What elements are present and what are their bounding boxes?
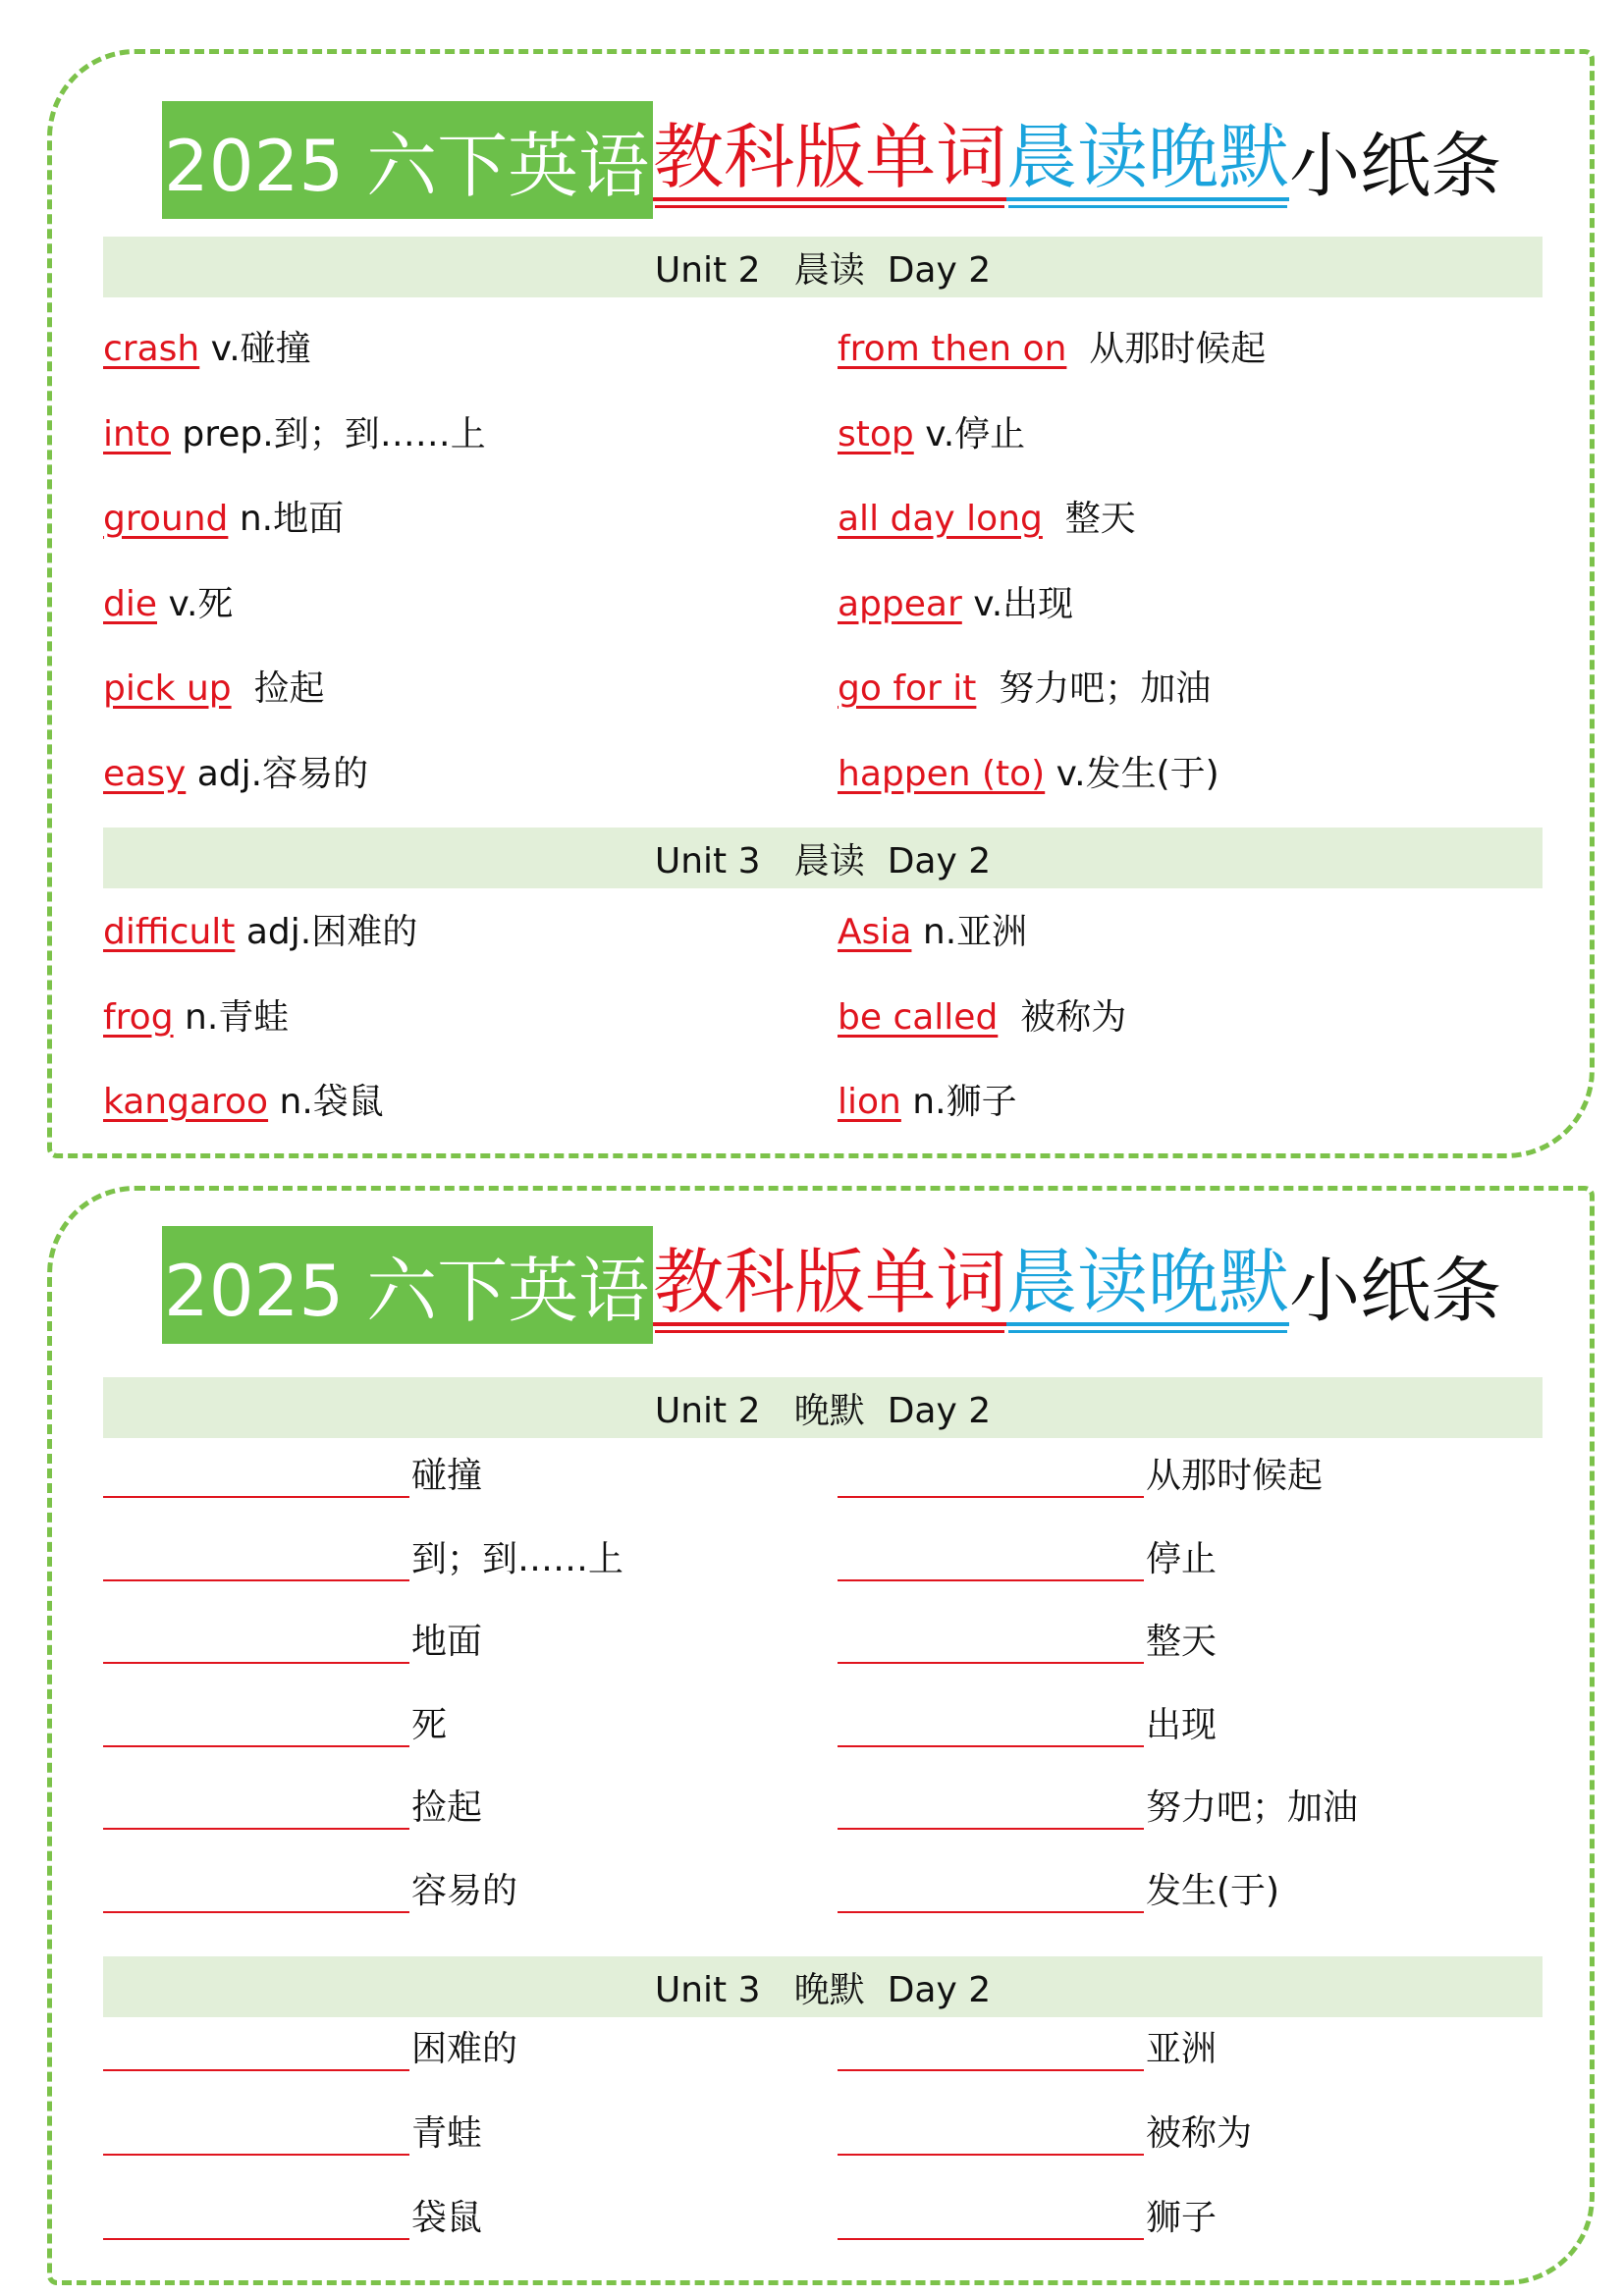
- answer-blank[interactable]: [838, 1789, 1144, 1830]
- chinese-meaning: 捡起: [231, 668, 325, 709]
- english-word: stop: [838, 413, 914, 454]
- chinese-meaning: 努力吧；加油: [976, 668, 1212, 709]
- title-year-grade: 2025 六下英语: [162, 1226, 653, 1344]
- answer-blank[interactable]: [838, 2114, 1144, 2156]
- title-read-dictate: 晨读晚默: [1006, 119, 1289, 200]
- chinese-meaning: v.停止: [913, 413, 1026, 454]
- chinese-meaning: 死: [411, 1704, 448, 1745]
- chinese-meaning: v.碰撞: [199, 329, 311, 369]
- title-note: 小纸条: [1289, 125, 1502, 207]
- title-year-grade: 2025 六下英语: [162, 101, 653, 219]
- answer-blank[interactable]: [838, 1706, 1144, 1747]
- dictation-entry: [103, 1531, 623, 1581]
- dictation-entry: [838, 2021, 1217, 2071]
- morning-card: [47, 49, 1595, 1158]
- answer-blank[interactable]: [103, 2199, 409, 2240]
- vocab-entry: [103, 989, 289, 1040]
- vocab-entry: [103, 904, 417, 954]
- chinese-meaning: 努力吧；加油: [1146, 1788, 1359, 1828]
- answer-blank[interactable]: [103, 1623, 409, 1664]
- chinese-meaning: 袋鼠: [411, 2198, 483, 2238]
- dictation-entry: [103, 1614, 482, 1664]
- english-word: difficult: [103, 912, 236, 952]
- dictation-entry: [103, 1863, 517, 1913]
- english-word: from then on: [838, 329, 1067, 369]
- title-read-dictate: 晨读晚默: [1006, 1244, 1289, 1325]
- vocab-entry: [103, 661, 325, 711]
- answer-blank[interactable]: [838, 1872, 1144, 1913]
- vocab-entry: [838, 1074, 1017, 1124]
- chinese-meaning: 整天: [1146, 1622, 1218, 1662]
- dictation-entry: [838, 1614, 1217, 1664]
- dictation-entry: [838, 1863, 1279, 1913]
- chinese-meaning: 从那时候起: [1066, 329, 1267, 369]
- answer-blank[interactable]: [103, 1706, 409, 1747]
- vocab-entry: [103, 746, 368, 796]
- dictation-entry: [838, 1780, 1358, 1830]
- answer-blank[interactable]: [838, 1457, 1144, 1498]
- english-word: all day long: [838, 499, 1043, 539]
- title-note: 小纸条: [1289, 1250, 1502, 1332]
- vocab-entry: [838, 491, 1136, 541]
- dictation-entry: [838, 2106, 1252, 2156]
- answer-blank[interactable]: [103, 1540, 409, 1581]
- chinese-meaning: 狮子: [1146, 2198, 1218, 2238]
- dictation-entry: [103, 1780, 482, 1830]
- dictation-entry: [103, 1697, 447, 1747]
- dictation-entry: [103, 2106, 482, 2156]
- vocab-entry: [838, 321, 1266, 371]
- chinese-meaning: 出现: [1146, 1704, 1218, 1745]
- unit3-evening-header: Unit 3 晚默 Day 2: [103, 1956, 1543, 2017]
- answer-blank[interactable]: [103, 1789, 409, 1830]
- chinese-meaning: 青蛙: [411, 2113, 483, 2154]
- english-word: appear: [838, 583, 962, 624]
- vocab-entry: [103, 491, 344, 541]
- vocab-entry: [838, 989, 1126, 1040]
- english-word: into: [103, 413, 171, 454]
- english-word: easy: [103, 753, 187, 794]
- unit2-evening-header: Unit 2 晚默 Day 2: [103, 1377, 1543, 1438]
- chinese-meaning: adj.困难的: [235, 912, 418, 952]
- chinese-meaning: prep.到；到……上: [170, 413, 486, 454]
- chinese-meaning: adj.容易的: [186, 753, 369, 794]
- vocab-entry: [838, 904, 1027, 954]
- answer-blank[interactable]: [838, 2030, 1144, 2071]
- english-word: go for it: [838, 668, 977, 709]
- chinese-meaning: 从那时候起: [1146, 1456, 1324, 1496]
- chinese-meaning: 地面: [411, 1622, 483, 1662]
- answer-blank[interactable]: [838, 2199, 1144, 2240]
- chinese-meaning: 停止: [1146, 1538, 1218, 1579]
- english-word: crash: [103, 329, 200, 369]
- english-word: die: [103, 583, 158, 624]
- vocab-entry: [103, 406, 486, 456]
- unit2-morning-header: Unit 2 晨读 Day 2: [103, 237, 1543, 297]
- answer-blank[interactable]: [838, 1540, 1144, 1581]
- chinese-meaning: 碰撞: [411, 1456, 483, 1496]
- chinese-meaning: 被称为: [998, 996, 1127, 1038]
- english-word: pick up: [103, 668, 232, 709]
- chinese-meaning: 容易的: [411, 1870, 518, 1911]
- dictation-entry: [103, 2021, 517, 2071]
- chinese-meaning: v.发生(于): [1045, 753, 1219, 794]
- vocab-entry: [103, 1074, 384, 1124]
- chinese-meaning: 亚洲: [1146, 2029, 1218, 2069]
- english-word: be called: [838, 996, 999, 1038]
- dictation-entry: [838, 1448, 1323, 1498]
- vocab-entry: [838, 746, 1219, 796]
- vocab-entry: [838, 576, 1073, 626]
- chinese-meaning: n.地面: [228, 499, 345, 539]
- chinese-meaning: n.青蛙: [173, 996, 290, 1038]
- english-word: happen (to): [838, 753, 1046, 794]
- title-vocab: 教科版单词: [653, 119, 1006, 200]
- chinese-meaning: v.出现: [961, 583, 1074, 624]
- dictation-entry: [838, 1531, 1217, 1581]
- title-vocab: 教科版单词: [653, 1244, 1006, 1325]
- vocab-entry: [103, 576, 233, 626]
- answer-blank[interactable]: [838, 1623, 1144, 1664]
- chinese-meaning: 发生(于): [1146, 1870, 1280, 1911]
- answer-blank[interactable]: [103, 1457, 409, 1498]
- english-word: ground: [103, 499, 229, 539]
- chinese-meaning: 到；到……上: [411, 1538, 624, 1579]
- dictation-entry: [103, 1448, 482, 1498]
- dictation-entry: [838, 1697, 1217, 1747]
- answer-blank[interactable]: [103, 1872, 409, 1913]
- dictation-entry: [838, 2190, 1217, 2240]
- chinese-meaning: 困难的: [411, 2029, 518, 2069]
- unit3-morning-header: Unit 3 晨读 Day 2: [103, 828, 1543, 888]
- card-title: [162, 1226, 1501, 1344]
- evening-card: [47, 1186, 1595, 2285]
- chinese-meaning: 捡起: [411, 1788, 483, 1828]
- answer-blank[interactable]: [103, 2114, 409, 2156]
- answer-blank[interactable]: [103, 2030, 409, 2071]
- vocab-entry: [103, 321, 311, 371]
- card-title: [162, 101, 1501, 219]
- chinese-meaning: n.亚洲: [911, 912, 1028, 952]
- vocab-entry: [838, 661, 1211, 711]
- vocab-entry: [838, 406, 1025, 456]
- english-word: Asia: [838, 912, 912, 952]
- english-word: lion: [838, 1082, 901, 1122]
- chinese-meaning: 被称为: [1146, 2113, 1253, 2154]
- english-word: frog: [103, 996, 174, 1038]
- chinese-meaning: n.狮子: [900, 1082, 1017, 1122]
- chinese-meaning: n.袋鼠: [268, 1082, 384, 1122]
- chinese-meaning: 整天: [1042, 499, 1136, 539]
- english-word: kangaroo: [103, 1082, 269, 1122]
- dictation-entry: [103, 2190, 482, 2240]
- chinese-meaning: v.死: [157, 583, 234, 624]
